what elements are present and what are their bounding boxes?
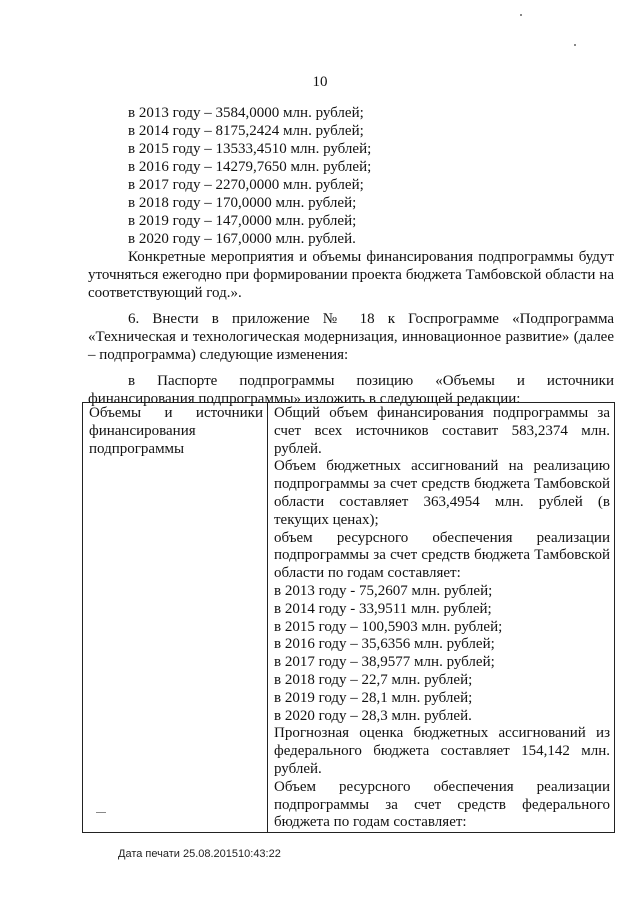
body-text (88, 248, 614, 408)
table-row (83, 403, 615, 833)
funding-year-line: в 2017 году – 2270,0000 млн. рублей; (128, 177, 364, 193)
funding-year-line: в 2014 году – 8175,2424 млн. рублей; (128, 123, 364, 139)
funding-year-line: в 2015 году – 13533,4510 млн. рублей; (128, 141, 372, 157)
paragraph-passport-position: в Паспорте подпрограммы позицию «Объемы и источники финансирования подпрограммы» изложить в следующей редакции: (88, 373, 614, 407)
regional-year-line: в 2014 году - 33,9511 млн. рублей; (274, 600, 492, 617)
regional-year-line: в 2015 году – 100,5903 млн. рублей; (274, 618, 503, 635)
print-date: Дата печати 25.08.201510:43:22 (118, 848, 281, 860)
scan-speck (96, 812, 106, 813)
funding-year-line: в 2019 году – 147,0000 млн. рублей; (128, 213, 357, 229)
funding-by-year-list (128, 104, 558, 248)
funding-year-line: в 2016 году – 14279,7650 млн. рублей; (128, 159, 372, 175)
page-number: 10 (312, 74, 328, 90)
federal-forecast-text: Прогнозная оценка бюджетных ассигнований из федерального бюджета составляет 154,142 млн. рублей. (274, 725, 610, 777)
regional-year-line: в 2013 году - 75,2607 млн. рублей; (274, 582, 493, 599)
paragraph-amendment-6: 6. Внести в приложение № 18 к Госпрограмме «Подпрограмма «Техническая и технологическая модернизация, инновационное развитие» (далее – подпрограмма) следующие изменения: (88, 311, 614, 363)
regional-year-line: в 2017 году – 38,9577 млн. рублей; (274, 654, 495, 671)
scan-speck (520, 14, 522, 16)
passport-right-cell (268, 403, 615, 833)
passport-left-cell (83, 403, 268, 833)
regional-year-line: в 2020 году – 28,3 млн. рублей. (274, 707, 472, 724)
federal-by-year-intro: Объем ресурсного обеспечения реализации подпрограммы за счет средств федерального бюджета по годам составляет: (274, 778, 610, 831)
regional-year-line: в 2018 году – 22,7 млн. рублей; (274, 671, 473, 688)
scan-speck (574, 44, 576, 46)
regional-by-year-intro: объем ресурсного обеспечения реализации подпрограммы за счет средств бюджета Тамбовской области по годам составляет: (274, 529, 610, 582)
funding-year-line: в 2018 году – 170,0000 млн. рублей; (128, 195, 357, 211)
regional-year-line: в 2019 году – 28,1 млн. рублей; (274, 689, 473, 706)
regional-funding-text: Объем бюджетных ассигнований на реализацию подпрограммы за счет средств бюджета Тамбовской области составляет 363,4954 млн. рублей (в текущих ценах); (274, 458, 610, 528)
funding-year-line: в 2013 году – 3584,0000 млн. рублей; (128, 105, 364, 121)
total-funding-text: Общий объем финансирования подпрограммы за счет всех источников составит 583,2374 млн. рублей. (274, 405, 610, 457)
passport-table (82, 402, 615, 833)
left-cell-text: Объемы и источники финансирования подпрограммы (89, 405, 263, 457)
regional-year-line: в 2016 году – 35,6356 млн. рублей; (274, 636, 495, 653)
paragraph-specific-measures: Конкретные мероприятия и объемы финансирования подпрограммы будут уточняться ежегодно при формировании проекта бюджета Тамбовской области на соответствующий год.». (88, 249, 614, 301)
funding-year-line: в 2020 году – 167,0000 млн. рублей. (128, 231, 356, 247)
